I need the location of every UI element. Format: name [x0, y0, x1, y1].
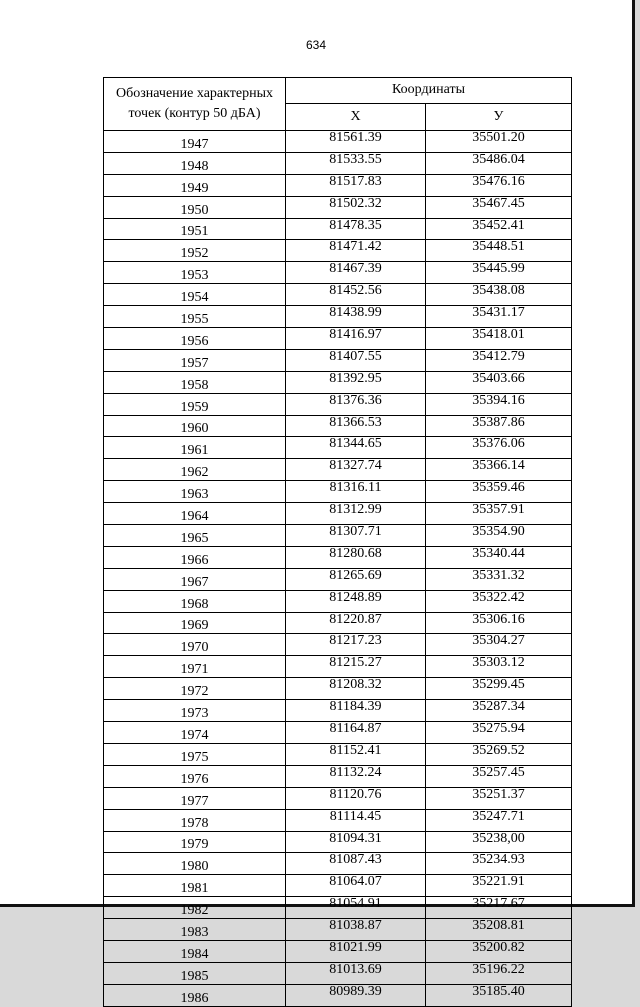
table-row — [104, 349, 572, 371]
x-cell: 81392.95 — [286, 371, 426, 393]
y-cell: 35448.51 — [426, 240, 572, 262]
x-cell: 81164.87 — [286, 722, 426, 744]
y-cell: 35387.86 — [426, 415, 572, 437]
point-cell: 1982 — [104, 897, 286, 919]
x-cell: 81344.65 — [286, 437, 426, 459]
table-row — [104, 853, 572, 875]
table-row — [104, 481, 572, 503]
point-cell: 1961 — [104, 437, 286, 459]
point-cell: 1978 — [104, 809, 286, 831]
table-row — [104, 700, 572, 722]
point-cell: 1956 — [104, 328, 286, 350]
point-cell: 1948 — [104, 152, 286, 174]
x-cell: 81220.87 — [286, 612, 426, 634]
y-cell: 35431.17 — [426, 306, 572, 328]
x-cell: 81471.42 — [286, 240, 426, 262]
x-cell: 81438.99 — [286, 306, 426, 328]
table-row — [104, 306, 572, 328]
y-cell: 35234.93 — [426, 853, 572, 875]
page-number: 634 — [305, 38, 327, 52]
table-row — [104, 525, 572, 547]
table-row — [104, 787, 572, 809]
y-cell: 35185.40 — [426, 984, 572, 1006]
table-row — [104, 962, 572, 984]
point-cell: 1958 — [104, 371, 286, 393]
y-cell: 35476.16 — [426, 174, 572, 196]
y-cell: 35275.94 — [426, 722, 572, 744]
table-row — [104, 940, 572, 962]
y-cell: 35247.71 — [426, 809, 572, 831]
y-cell: 35438.08 — [426, 284, 572, 306]
x-cell: 81366.53 — [286, 415, 426, 437]
y-cell: 35208.81 — [426, 919, 572, 941]
y-cell: 35269.52 — [426, 743, 572, 765]
x-cell: 81184.39 — [286, 700, 426, 722]
table-row — [104, 240, 572, 262]
table-row — [104, 328, 572, 350]
y-cell: 35376.06 — [426, 437, 572, 459]
x-cell: 81152.41 — [286, 743, 426, 765]
x-cell: 81280.68 — [286, 546, 426, 568]
table-row — [104, 415, 572, 437]
point-cell: 1972 — [104, 678, 286, 700]
table-row — [104, 612, 572, 634]
point-cell: 1971 — [104, 656, 286, 678]
point-cell: 1957 — [104, 349, 286, 371]
x-cell: 81013.69 — [286, 962, 426, 984]
point-cell: 1984 — [104, 940, 286, 962]
y-cell: 35412.79 — [426, 349, 572, 371]
y-cell: 35299.45 — [426, 678, 572, 700]
table-row — [104, 437, 572, 459]
x-cell: 81478.35 — [286, 218, 426, 240]
x-cell: 81217.23 — [286, 634, 426, 656]
y-cell: 35357.91 — [426, 503, 572, 525]
table-row — [104, 371, 572, 393]
table-row — [104, 568, 572, 590]
table-row — [104, 284, 572, 306]
y-cell: 35200.82 — [426, 940, 572, 962]
header-coordinates: Координаты — [286, 78, 572, 104]
table-body — [104, 131, 572, 1007]
point-cell: 1955 — [104, 306, 286, 328]
y-cell: 35394.16 — [426, 393, 572, 415]
y-cell: 35257.45 — [426, 765, 572, 787]
point-cell: 1963 — [104, 481, 286, 503]
table-row — [104, 743, 572, 765]
point-cell: 1976 — [104, 765, 286, 787]
y-cell: 35238,00 — [426, 831, 572, 853]
y-cell: 35445.99 — [426, 262, 572, 284]
y-cell: 35486.04 — [426, 152, 572, 174]
point-cell: 1947 — [104, 131, 286, 153]
y-cell: 35221.91 — [426, 875, 572, 897]
point-cell: 1973 — [104, 700, 286, 722]
y-cell: 35196.22 — [426, 962, 572, 984]
y-cell: 35217.67 — [426, 897, 572, 919]
point-cell: 1983 — [104, 919, 286, 941]
x-cell: 81327.74 — [286, 459, 426, 481]
x-cell: 81533.55 — [286, 152, 426, 174]
table-row — [104, 503, 572, 525]
table-row — [104, 590, 572, 612]
point-cell: 1950 — [104, 196, 286, 218]
table-row — [104, 897, 572, 919]
point-cell: 1975 — [104, 743, 286, 765]
header-y: У — [426, 103, 572, 130]
table-row — [104, 722, 572, 744]
table-row — [104, 765, 572, 787]
point-cell: 1979 — [104, 831, 286, 853]
x-cell: 81407.55 — [286, 349, 426, 371]
table-row — [104, 174, 572, 196]
x-cell: 81452.56 — [286, 284, 426, 306]
y-cell: 35467.45 — [426, 196, 572, 218]
table-row — [104, 218, 572, 240]
y-cell: 35304.27 — [426, 634, 572, 656]
x-cell: 81038.87 — [286, 919, 426, 941]
x-cell: 81054.91 — [286, 897, 426, 919]
point-cell: 1970 — [104, 634, 286, 656]
point-cell: 1959 — [104, 393, 286, 415]
table-row — [104, 546, 572, 568]
table-row — [104, 634, 572, 656]
point-cell: 1951 — [104, 218, 286, 240]
y-cell: 35366.14 — [426, 459, 572, 481]
table-row — [104, 875, 572, 897]
x-cell: 81307.71 — [286, 525, 426, 547]
x-cell: 81094.31 — [286, 831, 426, 853]
table-row — [104, 196, 572, 218]
y-cell: 35251.37 — [426, 787, 572, 809]
point-cell: 1985 — [104, 962, 286, 984]
y-cell: 35287.34 — [426, 700, 572, 722]
point-cell: 1965 — [104, 525, 286, 547]
y-cell: 35452.41 — [426, 218, 572, 240]
x-cell: 81248.89 — [286, 590, 426, 612]
y-cell: 35418.01 — [426, 328, 572, 350]
header-x: X — [286, 103, 426, 130]
x-cell: 81376.36 — [286, 393, 426, 415]
table-row — [104, 678, 572, 700]
table-row — [104, 262, 572, 284]
table-row — [104, 131, 572, 153]
y-cell: 35501.20 — [426, 131, 572, 153]
x-cell: 81120.76 — [286, 787, 426, 809]
point-cell: 1980 — [104, 853, 286, 875]
x-cell: 81517.83 — [286, 174, 426, 196]
point-cell: 1969 — [104, 612, 286, 634]
point-cell: 1977 — [104, 787, 286, 809]
y-cell: 35359.46 — [426, 481, 572, 503]
y-cell: 35340.44 — [426, 546, 572, 568]
table-row — [104, 656, 572, 678]
point-cell: 1954 — [104, 284, 286, 306]
y-cell: 35331.32 — [426, 568, 572, 590]
point-cell: 1966 — [104, 546, 286, 568]
x-cell: 81208.32 — [286, 678, 426, 700]
table-row — [104, 459, 572, 481]
point-cell: 1962 — [104, 459, 286, 481]
x-cell: 81316.11 — [286, 481, 426, 503]
x-cell: 81467.39 — [286, 262, 426, 284]
point-cell: 1981 — [104, 875, 286, 897]
table-row — [104, 984, 572, 1006]
header-points: Обозначение характерных точек (контур 50 дБА) — [104, 78, 286, 131]
x-cell: 80989.39 — [286, 984, 426, 1006]
x-cell: 81561.39 — [286, 131, 426, 153]
x-cell: 81132.24 — [286, 765, 426, 787]
table-row — [104, 152, 572, 174]
x-cell: 81215.27 — [286, 656, 426, 678]
point-cell: 1967 — [104, 568, 286, 590]
x-cell: 81064.07 — [286, 875, 426, 897]
x-cell: 81087.43 — [286, 853, 426, 875]
x-cell: 81312.99 — [286, 503, 426, 525]
y-cell: 35354.90 — [426, 525, 572, 547]
point-cell: 1960 — [104, 415, 286, 437]
table-row — [104, 809, 572, 831]
point-cell: 1952 — [104, 240, 286, 262]
point-cell: 1986 — [104, 984, 286, 1006]
point-cell: 1949 — [104, 174, 286, 196]
table-row — [104, 393, 572, 415]
point-cell: 1953 — [104, 262, 286, 284]
point-cell: 1968 — [104, 590, 286, 612]
x-cell: 81416.97 — [286, 328, 426, 350]
coordinates-table — [103, 77, 572, 1007]
x-cell: 81021.99 — [286, 940, 426, 962]
point-cell: 1974 — [104, 722, 286, 744]
table-row — [104, 919, 572, 941]
table-row — [104, 831, 572, 853]
x-cell: 81114.45 — [286, 809, 426, 831]
x-cell: 81502.32 — [286, 196, 426, 218]
y-cell: 35403.66 — [426, 371, 572, 393]
y-cell: 35303.12 — [426, 656, 572, 678]
point-cell: 1964 — [104, 503, 286, 525]
y-cell: 35306.16 — [426, 612, 572, 634]
x-cell: 81265.69 — [286, 568, 426, 590]
y-cell: 35322.42 — [426, 590, 572, 612]
